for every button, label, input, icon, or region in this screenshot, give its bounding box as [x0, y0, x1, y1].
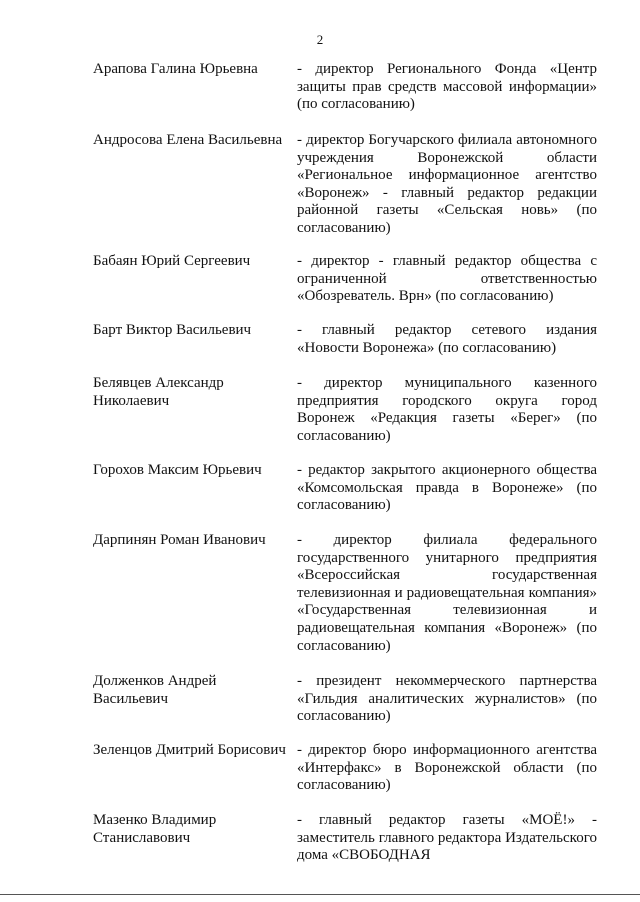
member-list	[0, 61, 640, 872]
member-name: Бабаян Юрий Сергеевич	[93, 253, 251, 269]
member-role: - редактор закрытого акционерного общества «Комсомольская правда в Воронеже» (по согласованию)	[297, 462, 597, 514]
list-item	[0, 673, 640, 742]
member-name: Белявцев Александр Николаевич	[93, 375, 224, 409]
member-role: - директор Регионального Фонда «Центр защиты прав средств массовой информации» (по согласованию)	[297, 61, 597, 113]
list-item	[0, 812, 640, 872]
member-name: Дарпинян Роман Иванович	[93, 532, 266, 548]
list-item	[0, 253, 640, 322]
member-name: Горохов Максим Юрьевич	[93, 462, 262, 478]
member-name: Арапова Галина Юрьевна	[93, 61, 258, 77]
member-role: - директор филиала федерального государственного унитарного предприятия «Всероссийская государственная телевизионная и радиовещательная компания» «Государственная телевизионная и радиовещательная компания «Воронеж» (по согласованию)	[297, 532, 597, 654]
list-item	[0, 462, 640, 532]
member-role: - директор Богучарского филиала автономного учреждения Воронежской области «Региональное информационное агентство «Воронеж» - главный редактор редакции районной газеты «Сельская новь» (по согласованию)	[297, 132, 597, 236]
member-role: - директор бюро информационного агентства «Интерфакс» в Воронежской области (по согласованию)	[297, 742, 597, 794]
member-role: - директор - главный редактор общества с ограниченной ответственностью «Обозреватель. Врн» (по согласованию)	[297, 253, 597, 305]
member-name: Мазенко Владимир Станиславович	[93, 812, 217, 846]
member-role: - главный редактор сетевого издания «Новости Воронежа» (по согласованию)	[297, 322, 597, 356]
member-role: - президент некоммерческого партнерства «Гильдия аналитических журналистов» (по согласованию)	[297, 673, 597, 725]
bottom-divider	[0, 894, 640, 895]
list-item	[0, 132, 640, 253]
member-name: Долженков Андрей Васильевич	[93, 673, 217, 707]
member-role: - главный редактор газеты «МОЁ!» - заместитель главного редактора Издательского дома «СВОБОДНАЯ	[297, 812, 597, 864]
list-item	[0, 742, 640, 812]
list-item	[0, 532, 640, 673]
member-name: Андросова Елена Васильевна	[93, 132, 283, 148]
member-role: - директор муниципального казенного предприятия городского округа город Воронеж «Редакция газеты «Берег» (по согласованию)	[297, 375, 597, 444]
member-name: Барт Виктор Васильевич	[93, 322, 252, 338]
list-item	[0, 375, 640, 462]
list-item	[0, 322, 640, 375]
list-item	[0, 61, 640, 132]
member-name: Зеленцов Дмитрий Борисович	[93, 742, 286, 758]
page-number: 2	[316, 32, 324, 47]
